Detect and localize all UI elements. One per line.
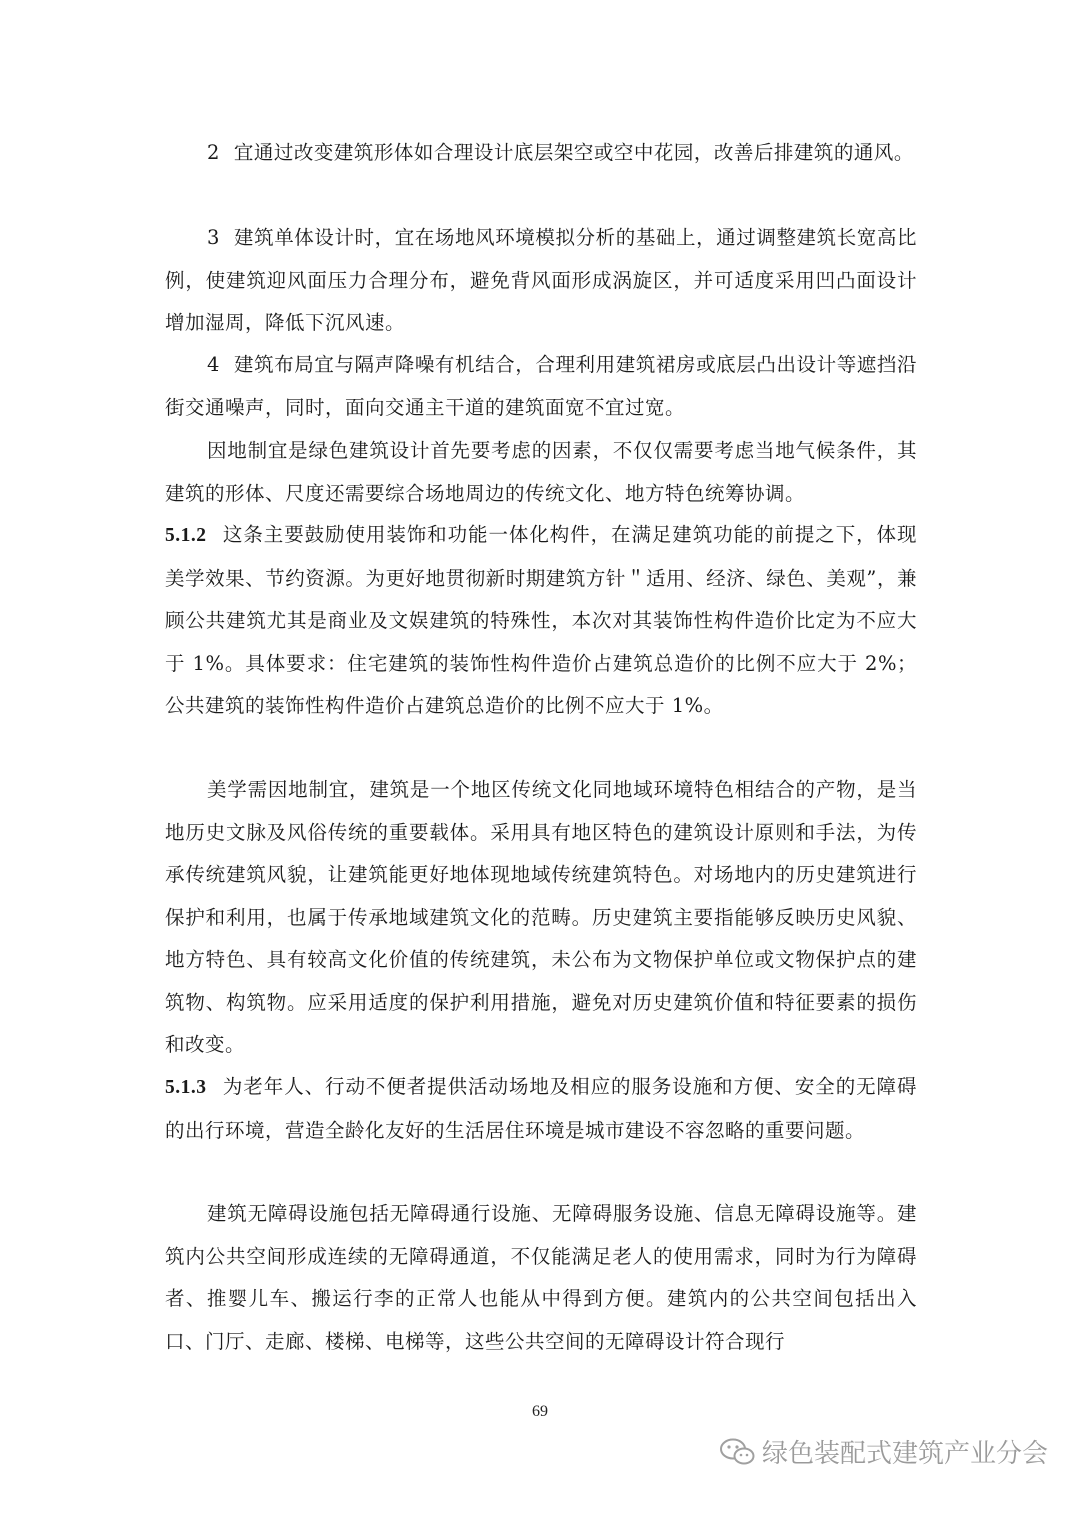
paragraph-text: 为老年人、行动不便者提供活动场地及相应的服务设施和方便、安全的无障碍的出行环境，营造全龄化友好的生活居住环境是城市建设不容忽略的重要问题。 [165,1075,917,1142]
paragraph-text: 建筑无障碍设施包括无障碍通行设施、无障碍服务设施、信息无障碍设施等。建筑内公共空间形成连续的无障碍通道，不仅能满足老人的使用需求，同时为行为障碍者、推婴儿车、搬运行李的正常人也能从中得到方便。建筑内的公共空间包括出入口、门厅、走廊、楼梯、电梯等，这些公共空间的无障碍设计符合现行 [165,1202,917,1353]
paragraph-item-2 [165,132,917,175]
paragraph-text: 因地制宜是绿色建筑设计首先要考虑的因素，不仅仅需要考虑当地气候条件，其建筑的形体、尺度还需要综合场地周边的传统文化、地方特色统筹协调。 [165,439,917,505]
paragraph-aesthetics [165,769,917,1067]
wechat-icon [718,1437,756,1467]
paragraph-item-4 [165,344,917,429]
item-number: 2 [207,141,220,164]
item-number: 3 [207,226,220,249]
item-number: 4 [207,353,220,376]
paragraph-local-adaptation [165,430,917,515]
watermark-text: 绿色装配式建筑产业分会 [762,1439,1049,1469]
paragraph-text: 宜通过改变建筑形体如合理设计底层架空或空中花园，改善后排建筑的通风。 [233,141,914,164]
clause-number: 5.1.2 [165,525,207,546]
clause-number: 5.1.3 [165,1077,207,1098]
clause-5-1-3 [165,1066,917,1152]
watermark [718,1433,1048,1470]
paragraph-accessibility [165,1193,917,1363]
paragraph-item-3 [165,217,917,345]
paragraph-text: 建筑布局宜与隔声降噪有机结合，合理利用建筑裙房或底层凸出设计等遮挡沿街交通噪声，同时，面向交通主干道的建筑面宽不宜过宽。 [165,353,917,419]
paragraph-text: 美学需因地制宜，建筑是一个地区传统文化同地域环境特色相结合的产物，是当地历史文脉及风俗传统的重要载体。采用具有地区特色的建筑设计原则和手法，为传承传统建筑风貌，让建筑能更好地体现地域传统建筑特色。对场地内的历史建筑进行保护和利用，也属于传承地域建筑文化的范畴。历史建筑主要指能够反映历史风貌、地方特色、具有较高文化价值的传统建筑，未公布为文物保护单位或文物保护点的建筑物、构筑物。应采用适度的保护利用措施，避免对历史建筑价值和特征要素的损伤和改变。 [165,778,917,1056]
page-number: 69 [532,1403,548,1420]
paragraph-text: 这条主要鼓励使用装饰和功能一体化构件，在满足建筑功能的前提之下，体现美学效果、节约资源。为更好地贯彻新时期建筑方针＂适用、经济、绿色、美观”，兼顾公共建筑尤其是商业及文娱建筑的特殊性，本次对其装饰性构件造价比定为不应大于 1%。具体要求：住宅建筑的装饰性构件造价占建筑总造价的比例不应大于 2%；公共建筑的装饰性构件造价占建筑总造价的比例不应大于 1%。 [165,523,917,717]
paragraph-text: 建筑单体设计时，宜在场地风环境模拟分析的基础上，通过调整建筑长宽高比例，使建筑迎风面压力合理分布，避免背风面形成涡旋区，并可适度采用凹凸面设计增加湿周，降低下沉风速。 [165,226,917,334]
clause-5-1-2 [165,514,917,728]
